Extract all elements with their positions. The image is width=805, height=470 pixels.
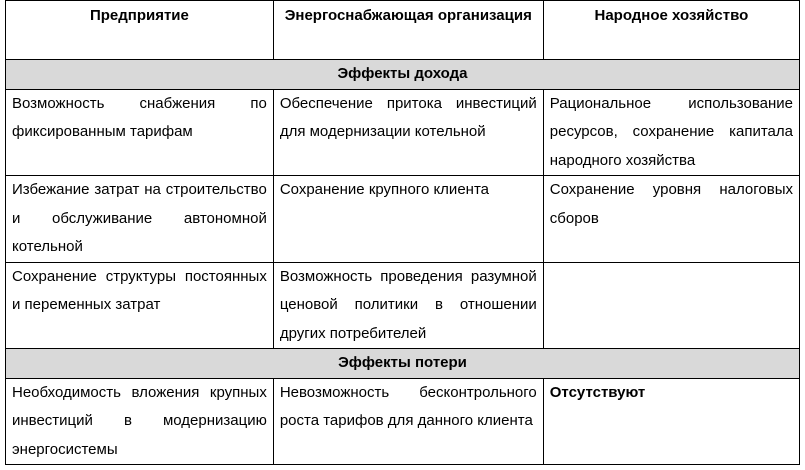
section-title-loss: Эффекты потери: [6, 349, 800, 379]
table-cell: Невозможность бесконтрольного роста тарифов для данного клиента: [273, 378, 543, 465]
table-cell: Сохранение структуры постоянных и переменных затрат: [6, 262, 274, 349]
header-energy-supplier: Энергоснабжающая организация: [273, 1, 543, 60]
table-cell: Необходимость вложения крупных инвестиций в модернизацию энергосистемы: [6, 378, 274, 465]
table-cell: Сохранение крупного клиента: [273, 176, 543, 263]
table-row: [6, 378, 800, 465]
effects-table: [5, 0, 800, 465]
header-national-economy: Народное хозяйство: [543, 1, 799, 60]
header-row: [6, 1, 800, 60]
table-cell: Сохранение уровня налоговых сборов: [543, 176, 799, 263]
table-cell: Обеспечение притока инвестиций для модернизации котельной: [273, 89, 543, 176]
table-row: [6, 262, 800, 349]
header-enterprise: Предприятие: [6, 1, 274, 60]
table-row: [6, 89, 800, 176]
table-cell: Возможность снабжения по фиксированным тарифам: [6, 89, 274, 176]
table-cell: Рациональное использование ресурсов, сохранение капитала народного хозяйства: [543, 89, 799, 176]
section-title-income: Эффекты дохода: [6, 60, 800, 90]
table-cell: Избежание затрат на строительство и обслуживание автономной котельной: [6, 176, 274, 263]
section-row-loss: [6, 349, 800, 379]
section-row-income: [6, 60, 800, 90]
table-row: [6, 176, 800, 263]
table-cell: Возможность проведения разумной ценовой политики в отношении других потребителей: [273, 262, 543, 349]
table-cell: Отсутствуют: [543, 378, 799, 465]
table-cell: [543, 262, 799, 349]
